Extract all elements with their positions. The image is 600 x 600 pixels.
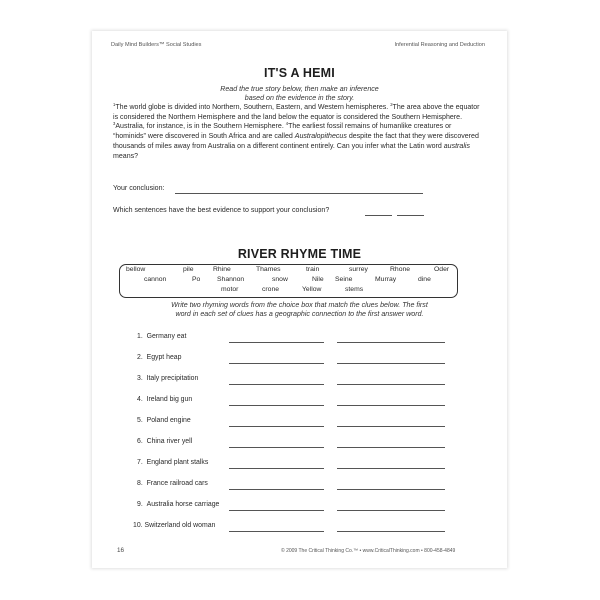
sentence-text: The area above the equator is considered the Northern Hemisphere and the land below the equator is considered the Southern Hemisphere. [113, 104, 480, 121]
rhyme-item: 2. Egypt heap [137, 354, 182, 361]
choice-word: Thames [256, 266, 281, 273]
choice-word: Nile [312, 276, 324, 283]
sentence-number: 4 [285, 121, 289, 127]
answer-line-second[interactable] [337, 447, 445, 448]
section-title-river-rhyme: RIVER RHYME TIME [237, 247, 362, 261]
instruction-line: based on the evidence in the story. [244, 94, 355, 102]
answer-line-second[interactable] [337, 510, 445, 511]
answer-line-second[interactable] [337, 489, 445, 490]
rhyme-item: 5. Poland engine [137, 417, 191, 424]
header-book-title: Daily Mind Builders™ Social Studies [111, 42, 202, 48]
choice-word: Yellow [302, 286, 322, 293]
page-number: 16 [117, 547, 125, 554]
choice-word: Oder [434, 266, 450, 273]
choice-word: surrey [349, 266, 368, 273]
section1-instructions [92, 85, 507, 103]
choice-word: Murray [375, 276, 397, 283]
instruction-line: word in each set of clues has a geographic connection to the first answer word. [175, 310, 424, 318]
answer-line-first[interactable] [229, 363, 324, 364]
italic-term: australis [443, 142, 470, 150]
answer-line-first[interactable] [229, 489, 324, 490]
rhyme-item: 6. China river yell [137, 438, 193, 445]
choice-word: Rhone [390, 266, 411, 273]
story-paragraph [113, 103, 485, 161]
choice-word: crone [262, 286, 280, 293]
answer-line-second[interactable] [337, 384, 445, 385]
evidence-answer-line-1[interactable] [365, 215, 392, 216]
rhyme-item: 7. England plant stalks [137, 459, 209, 466]
answer-line-first[interactable] [229, 405, 324, 406]
answer-line-second[interactable] [337, 531, 445, 532]
choice-word: train [306, 266, 320, 273]
sentence-number: 2 [390, 102, 393, 107]
answer-line-first[interactable] [229, 510, 324, 511]
answer-line-second[interactable] [337, 468, 445, 469]
choice-word: Rhine [213, 266, 231, 273]
answer-line-first[interactable] [229, 426, 324, 427]
answer-line-first[interactable] [229, 531, 324, 532]
sentence-number: 3 [113, 121, 116, 127]
evidence-answer-line-2[interactable] [397, 215, 424, 216]
rhyme-item: 10. Switzerland old woman [133, 522, 216, 529]
choice-word: pile [183, 266, 194, 273]
choice-word: dine [418, 276, 431, 283]
sentence-text: Australia, for instance, is in the Southern Hemisphere. [115, 123, 286, 131]
section-title-hemi: IT'S A HEMI [264, 66, 335, 80]
answer-line-first[interactable] [229, 447, 324, 448]
answer-line-second[interactable] [337, 363, 445, 364]
choice-word: Seine [335, 276, 353, 283]
choice-word: Shannon [217, 276, 245, 283]
rhyme-item: 8. France railroad cars [137, 480, 208, 487]
copyright-notice: © 2009 The Critical Thinking Co.™ • www.CriticalThinking.com • 800-458-4849 [281, 548, 456, 554]
rhyme-item: 3. Italy precipitation [137, 375, 199, 382]
answer-line-first[interactable] [229, 384, 324, 385]
choice-word: bellow [126, 266, 146, 273]
answer-line-second[interactable] [337, 405, 445, 406]
header-skill-title: Inferential Reasoning and Deduction [394, 42, 485, 48]
rhyme-item: 4. Ireland big gun [137, 396, 193, 403]
evidence-question: Which sentences have the best evidence to support your conclusion? [113, 207, 330, 214]
choice-word: snow [272, 276, 288, 283]
instruction-line: Write two rhyming words from the choice box that match the clues below. The first [171, 301, 428, 309]
sentence-text: The earliest fossil remains of humanlike creatures or “hominids” were discovered in South Africa and are called [113, 123, 452, 141]
choice-word: cannon [144, 276, 167, 283]
conclusion-label: Your conclusion: [113, 185, 165, 192]
sentence-number: 1 [113, 102, 116, 107]
rhyme-item: 9. Australia horse carriage [137, 501, 220, 508]
choice-word: motor [221, 286, 239, 293]
answer-line-second[interactable] [337, 342, 445, 343]
sentence-text: The world globe is divided into Northern, Southern, Eastern, and Western hemispheres. [115, 104, 391, 111]
italic-term: Australopithecus [294, 133, 347, 141]
sentence-text: means? [113, 152, 139, 160]
answer-line-first[interactable] [229, 342, 324, 343]
worksheet-page [92, 31, 507, 568]
rhyme-item: 1. Germany eat [137, 333, 187, 340]
instruction-line: Read the true story below, then make an inference [220, 85, 379, 93]
choice-word: Po [192, 276, 201, 283]
section2-instructions [92, 301, 507, 319]
choice-word: stems [345, 286, 364, 293]
sentence-text: despite the fact that they were discovered thousands of miles away from Australia on a different continent entirely. Can you infer what the Latin word [113, 133, 479, 150]
answer-line-first[interactable] [229, 468, 324, 469]
conclusion-answer-line[interactable] [175, 193, 423, 194]
answer-line-second[interactable] [337, 426, 445, 427]
